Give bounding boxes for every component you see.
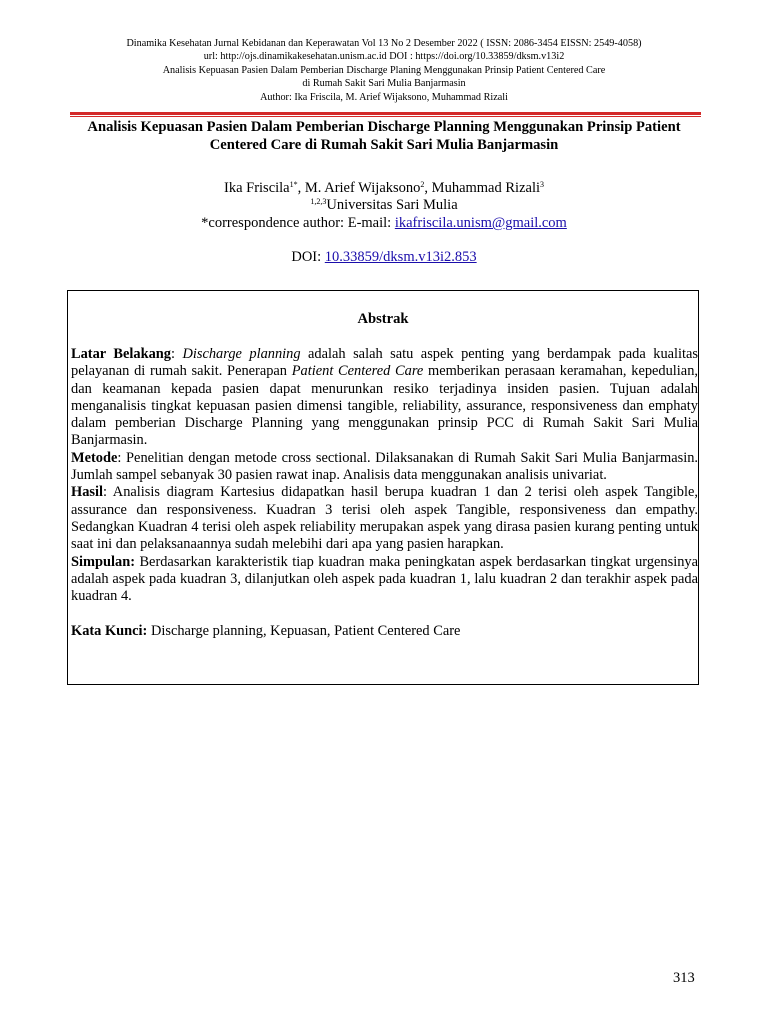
hasil-text: : Analisis diagram Kartesius didapatkan hasil berupa kuadran 1 dan 2 terisi oleh aspek Tangible, assurance dan responsiveness. Kuadran 3 terisi oleh aspek Tangible, responsiveness dan empathy. Sedangkan Kuadran 4 terisi oleh aspek reliability merupakan aspek yang dirasa pasien kurang penting untuk saat ini dan pelaksanaannya sudah melebihi dari apa yang pasien harapkan. <box>71 484 698 553</box>
simpulan-text: Berdasarkan karakteristik tiap kuadran maka peningkatan aspek berdasarkan tingkat urgensinya adalah aspek pada kuadran 3, dilanjutkan oleh aspek pada kuadran 1, lalu kuadran 2 dan terakhir aspek pada kuadran 4. <box>71 553 698 605</box>
latar-em-1: Discharge planning <box>182 346 301 362</box>
page-number: 313 <box>673 970 695 986</box>
author-list <box>0 180 768 197</box>
metode-text: : Penelitian dengan metode cross sectional. Dilaksanakan di Rumah Sakit Sari Mulia Banjarmasin. Jumlah sampel sebanyak 30 pasien rawat inap. Analisis data menggunakan analisis univariat. <box>71 449 698 484</box>
header-rule-thick <box>70 112 701 115</box>
simpulan-label: Simpulan: <box>71 553 135 570</box>
paper-title-line-2: Centered Care di Rumah Sakit Sari Mulia Banjarmasin <box>209 137 559 153</box>
author-3: , Muhammad Rizali <box>424 180 540 196</box>
abstract-simpulan <box>71 554 698 606</box>
header-title-line-1: Analisis Kepuasan Pasien Dalam Pemberian Discharge Planing Menggunakan Prinsip Patient Centered Care <box>162 64 606 76</box>
abstract-box <box>67 290 699 685</box>
paper-title-line-1: Analisis Kepuasan Pasien Dalam Pemberian Discharge Planning Menggunakan Prinsip Patient <box>87 119 681 135</box>
latar-text-2: memberikan perasaan keramahan, kepedulian, dan keamanan kepada pasien dapat menurunkan resiko terjadinya insiden pasien. Tujuan adalah menganalisis tingkat kepuasan pasien dimensi tangible, reliability, assurance, responsiveness dan emphaty dalam pemberian Discharge Planning yang menggunakan prinsip PCC di Rumah Sakit Sari Mulia Banjarmasin. <box>71 363 698 449</box>
doi-link[interactable]: 10.33859/dksm.v13i2.853 <box>324 249 477 265</box>
latar-text-1: adalah salah satu aspek penting yang berdampak pada kualitas pelayanan di rumah sakit. Penerapan <box>71 346 699 380</box>
running-header <box>0 37 768 104</box>
paper-title <box>60 118 708 154</box>
correspondence <box>0 215 768 232</box>
correspondence-label: *correspondence author: E-mail: <box>201 215 395 231</box>
keywords-label: Kata Kunci: <box>71 622 148 639</box>
latar-label: Latar Belakang <box>71 346 171 362</box>
header-rule-thin <box>70 116 701 117</box>
author-1: Ika Friscila <box>223 180 290 196</box>
abstract-keywords <box>71 623 698 640</box>
abstract-heading: Abstrak <box>357 311 409 327</box>
keywords-text: Discharge planning, Kepuasan, Patient Centered Care <box>147 622 461 639</box>
abstract-metode <box>71 450 698 485</box>
affiliation-name: Universitas Sari Mulia <box>326 197 458 213</box>
header-journal-line: Dinamika Kesehatan Jurnal Kebidanan dan Keperawatan Vol 13 No 2 Desember 2022 ( ISSN: 2086-3454 EISSN: 2549-4058) <box>126 38 642 49</box>
header-title-line-2: di Rumah Sakit Sari Mulia Banjarmasin <box>302 78 466 90</box>
abstract-latar-belakang <box>71 346 698 450</box>
latar-em-2: Patient Centered Care <box>291 363 424 380</box>
affiliation <box>0 197 768 214</box>
author-3-sup: 3 <box>540 180 544 189</box>
header-author-line: Author: Ika Friscila, M. Arief Wijaksono, Muhammad Rizali <box>260 91 508 103</box>
author-2-sup: 2 <box>420 180 425 189</box>
author-1-sup: 1* <box>289 180 298 189</box>
abstract-hasil <box>71 484 698 553</box>
affiliation-sup: 1,2,3 <box>310 197 327 206</box>
doi-line <box>0 249 768 266</box>
metode-label: Metode <box>71 449 118 466</box>
email-link[interactable]: ikafriscila.unism@gmail.com <box>394 215 567 231</box>
header-url-line: url: http://ojs.dinamikakesehatan.unism.ac.id DOI : https://doi.org/10.33859/dksm.v13i2 <box>203 51 565 63</box>
abstract-body <box>71 346 698 640</box>
doi-label: DOI: <box>291 249 325 265</box>
author-2: , M. Arief Wijaksono <box>297 180 421 196</box>
hasil-label: Hasil <box>71 484 103 501</box>
latar-sep: : <box>170 346 183 362</box>
